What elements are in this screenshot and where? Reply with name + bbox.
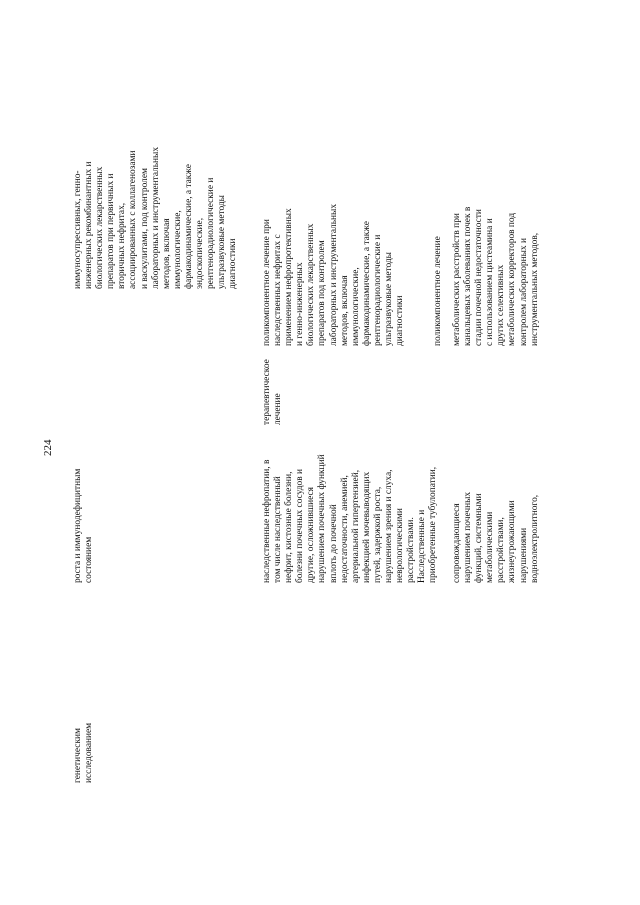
- row1-diagnosis-method-cell: генетическим исследованием: [73, 722, 95, 783]
- row4-condition-cell: сопровождающиеся нарушением почечных функций, системными метаболическими расстройствами, жизнеугрожающими нарушениями водноэлектролитного,: [452, 491, 540, 583]
- row3-treatment-method-cell: поликомпонентное лечение: [433, 236, 443, 346]
- row1-condition-cell: роста и иммунодефицитным состоянием: [73, 468, 95, 583]
- row2-treatment-method-cell: поликомпонентное лечение при наследственных нефритах с применением нефропротективных и генно-инженерных биологических лекарственных препаратов под контролем лабораторных и инструментальных методов, включая иммунологические, фармакодинамические, а также рентгенорадиологические и ультразвуковые методы диагностики: [262, 203, 406, 346]
- page-number: 224: [42, 439, 54, 456]
- row2-treatment-type-cell: терапевтическое лечение: [262, 359, 284, 425]
- row2-condition-cell: наследственные нефропатии, в том числе наследственный нефрит, кистозные болезни, болезни почечных сосудов и другие, осложнившиеся нарушением почечных функций вплоть до почечной недостаточности, анемией, артериальной гипертензией, инфекцией мочевыводящих путей, задержкой роста, нарушением зрения и слуха, неврологическими расстройствами. Наследственные и приобретенные тубулопатии,: [262, 454, 439, 583]
- row4-treatment-method-cell: метаболических расстройств при канальцевых заболеваниях почек в стадии почечной недостаточности с использованием цистеамина и других селективных метаболических корректоров под контролем лабораторных и инструментальных методов,: [452, 206, 540, 346]
- row1-treatment-method-cell: иммуносупрессивных, генно- инженерных рекомбинантных и биологических лекарственных препаратов при первичных и вторичных нефритах, ассоциированных с коллагенозами и васкулитами, под контролем лабораторных и инструментальных методов, включая иммунологические, фармакодинамические, а также эндоскопические, рентгенорадиологические и ультразвуковые методы диагностики: [73, 146, 239, 289]
